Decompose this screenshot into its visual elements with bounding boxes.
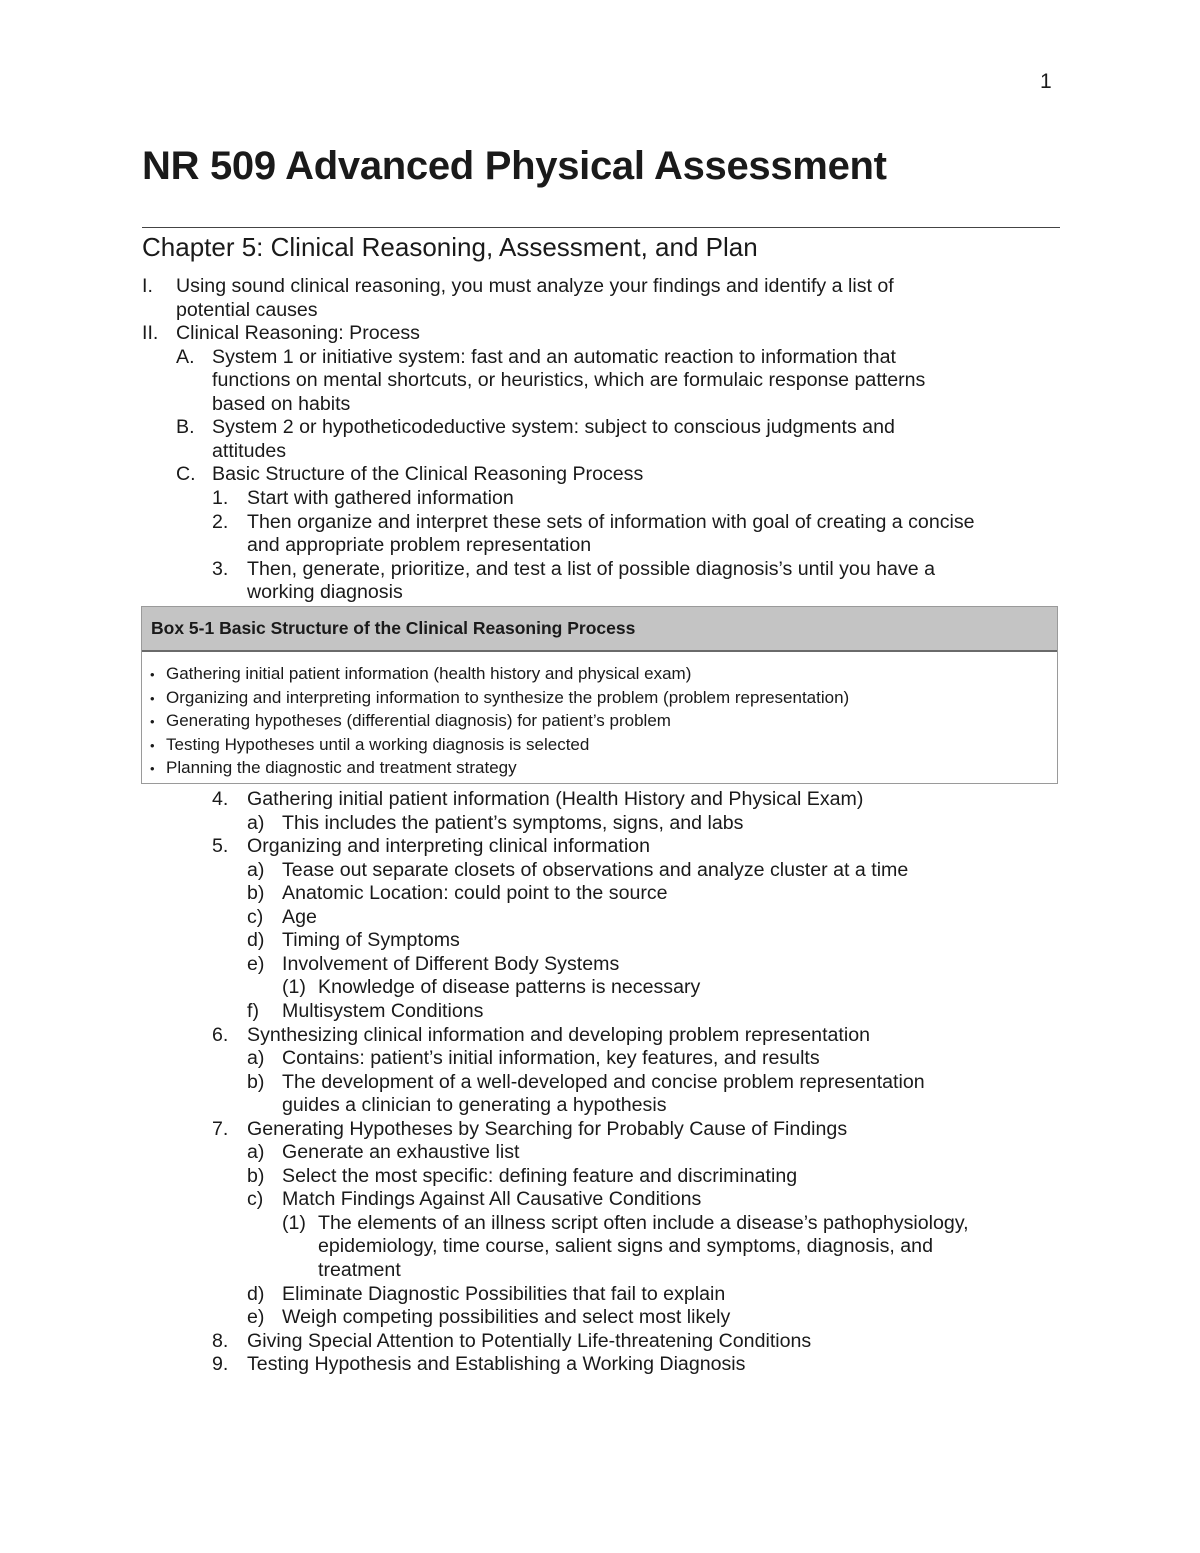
box-bullet-text: Testing Hypotheses until a working diagnosis is selected xyxy=(166,734,590,754)
box-bullet-item xyxy=(150,756,517,779)
outline-item-text: The elements of an illness script often include a disease’s pathophysiology, xyxy=(318,1211,969,1234)
outline-item-label: C. xyxy=(176,463,196,486)
outline-item-text: Generating Hypotheses by Searching for Probably Cause of Findings xyxy=(247,1117,848,1140)
outline-item-text: Anatomic Location: could point to the source xyxy=(282,882,668,905)
outline-item-label: b) xyxy=(247,1164,265,1187)
outline-item-text: This includes the patient’s symptoms, signs, and labs xyxy=(282,811,744,834)
outline-item-text: System 2 or hypotheticodeductive system: subject to conscious judgments and xyxy=(212,416,895,439)
outline-item-text: The development of a well-developed and concise problem representation xyxy=(282,1070,925,1093)
outline-item-text: Gathering initial patient information (Health History and Physical Exam) xyxy=(247,788,864,810)
outline-item-label: c) xyxy=(247,905,264,928)
box-header xyxy=(142,607,1057,652)
box-bullet-text: Gathering initial patient information (health history and physical exam) xyxy=(166,664,692,683)
box-bullet-item xyxy=(150,686,849,709)
outline-item-label: 1. xyxy=(212,486,229,509)
outline-item-text: Synthesizing clinical information and developing problem representation xyxy=(247,1023,871,1046)
outline-item-label: 6. xyxy=(212,1023,229,1046)
outline-item-label: 4. xyxy=(212,788,229,810)
outline-item-label: b) xyxy=(247,1070,265,1093)
outline-item-label: 3. xyxy=(212,557,229,580)
outline-item-label: b) xyxy=(247,882,265,905)
bullet-icon: • xyxy=(150,667,155,682)
outline-item-text: Eliminate Diagnostic Possibilities that fail to explain xyxy=(282,1282,726,1305)
outline-item-text: based on habits xyxy=(212,392,351,415)
bullet-icon: • xyxy=(150,690,155,706)
outline-item-label: a) xyxy=(247,1141,265,1164)
outline-item-label: a) xyxy=(247,858,265,881)
outline-item-label: d) xyxy=(247,1282,265,1305)
outline-item-text: Involvement of Different Body Systems xyxy=(282,952,620,975)
outline-item-text: functions on mental shortcuts, or heuristics, which are formulaic response patterns xyxy=(212,369,926,392)
outline-item-label: II. xyxy=(142,322,159,345)
outline-item-text: Start with gathered information xyxy=(247,486,514,509)
outline-item-text: Age xyxy=(282,905,317,928)
outline-item-label: d) xyxy=(247,929,265,952)
outline-item-label: 8. xyxy=(212,1329,229,1352)
outline-item-label: (1) xyxy=(282,1211,306,1234)
box-bullet-item xyxy=(150,709,671,732)
outline-item-label: a) xyxy=(247,811,265,834)
outline-item-text: and appropriate problem representation xyxy=(247,534,592,557)
outline-item-label: A. xyxy=(176,345,195,368)
outline-item-text: Tease out separate closets of observations and analyze cluster at a time xyxy=(282,858,909,881)
outline-item-text: Organizing and interpreting clinical information xyxy=(247,835,650,858)
outline-item-text: Basic Structure of the Clinical Reasoning Process xyxy=(212,463,644,486)
box-bullet-item xyxy=(150,733,589,756)
outline-item-text: Multisystem Conditions xyxy=(282,999,484,1022)
title-divider xyxy=(142,227,1060,228)
box-title: Box 5-1 Basic Structure of the Clinical Reasoning Process xyxy=(151,618,636,638)
outline-item-text: Then organize and interpret these sets of information with goal of creating a concise xyxy=(247,510,975,533)
outline-item-label: 2. xyxy=(212,510,229,533)
outline-item-label: f) xyxy=(247,999,259,1022)
outline-item-text: guides a clinician to generating a hypothesis xyxy=(282,1094,667,1117)
bullet-icon: • xyxy=(150,737,155,753)
outline-item-label: (1) xyxy=(282,976,306,999)
outline-item-text: Knowledge of disease patterns is necessary xyxy=(318,976,701,999)
page-number: 1 xyxy=(1040,70,1052,93)
outline-item-text: Giving Special Attention to Potentially Life-threatening Conditions xyxy=(247,1329,812,1352)
outline-item-text: Match Findings Against All Causative Conditions xyxy=(282,1188,702,1211)
outline-item-label: 7. xyxy=(212,1117,229,1140)
bullet-icon: • xyxy=(150,761,155,776)
outline-item-label: 5. xyxy=(212,835,229,858)
outline-item-label: I. xyxy=(142,275,153,297)
outline-item-label: B. xyxy=(176,416,195,439)
outline-item-label: c) xyxy=(247,1188,264,1211)
outline-item-label: e) xyxy=(247,952,265,975)
outline-item-text: Timing of Symptoms xyxy=(282,929,460,952)
box-bullet-text: Organizing and interpreting information to synthesize the problem (problem representation) xyxy=(166,687,850,707)
outline-item-label: 9. xyxy=(212,1353,229,1376)
box-bullet-text: Generating hypotheses (differential diagnosis) for patient’s problem xyxy=(166,711,671,730)
box-bullet-item xyxy=(150,662,691,685)
outline-item-text: Contains: patient’s initial information, key features, and results xyxy=(282,1047,820,1070)
outline-item-text: potential causes xyxy=(176,298,318,321)
outline-item-text: working diagnosis xyxy=(247,581,403,604)
outline-item-text: Testing Hypothesis and Establishing a Working Diagnosis xyxy=(247,1353,746,1376)
box-bullet-text: Planning the diagnostic and treatment strategy xyxy=(166,758,517,777)
outline-item-text: treatment xyxy=(318,1259,401,1281)
outline-item-text: Clinical Reasoning: Process xyxy=(176,322,420,345)
outline-item-text: Then, generate, prioritize, and test a list of possible diagnosis’s until you have a xyxy=(247,557,936,580)
outline-item-text: Select the most specific: defining feature and discriminating xyxy=(282,1164,798,1187)
outline-item-text: Weigh competing possibilities and select most likely xyxy=(282,1306,731,1329)
outline-item-text: Using sound clinical reasoning, you must analyze your findings and identify a list of xyxy=(176,275,894,297)
outline-item-label: a) xyxy=(247,1047,265,1070)
chapter-heading: Chapter 5: Clinical Reasoning, Assessment, and Plan xyxy=(142,232,758,262)
outline-item-text: attitudes xyxy=(212,439,287,462)
outline-item-label: e) xyxy=(247,1306,265,1329)
box-5-1 xyxy=(141,606,1058,784)
document-title: NR 509 Advanced Physical Assessment xyxy=(142,144,887,188)
outline-item-text: epidemiology, time course, salient signs and symptoms, diagnosis, and xyxy=(318,1235,933,1258)
outline-item-text: System 1 or initiative system: fast and an automatic reaction to information that xyxy=(212,345,896,368)
bullet-icon: • xyxy=(150,714,155,729)
outline-item-text: Generate an exhaustive list xyxy=(282,1141,520,1164)
